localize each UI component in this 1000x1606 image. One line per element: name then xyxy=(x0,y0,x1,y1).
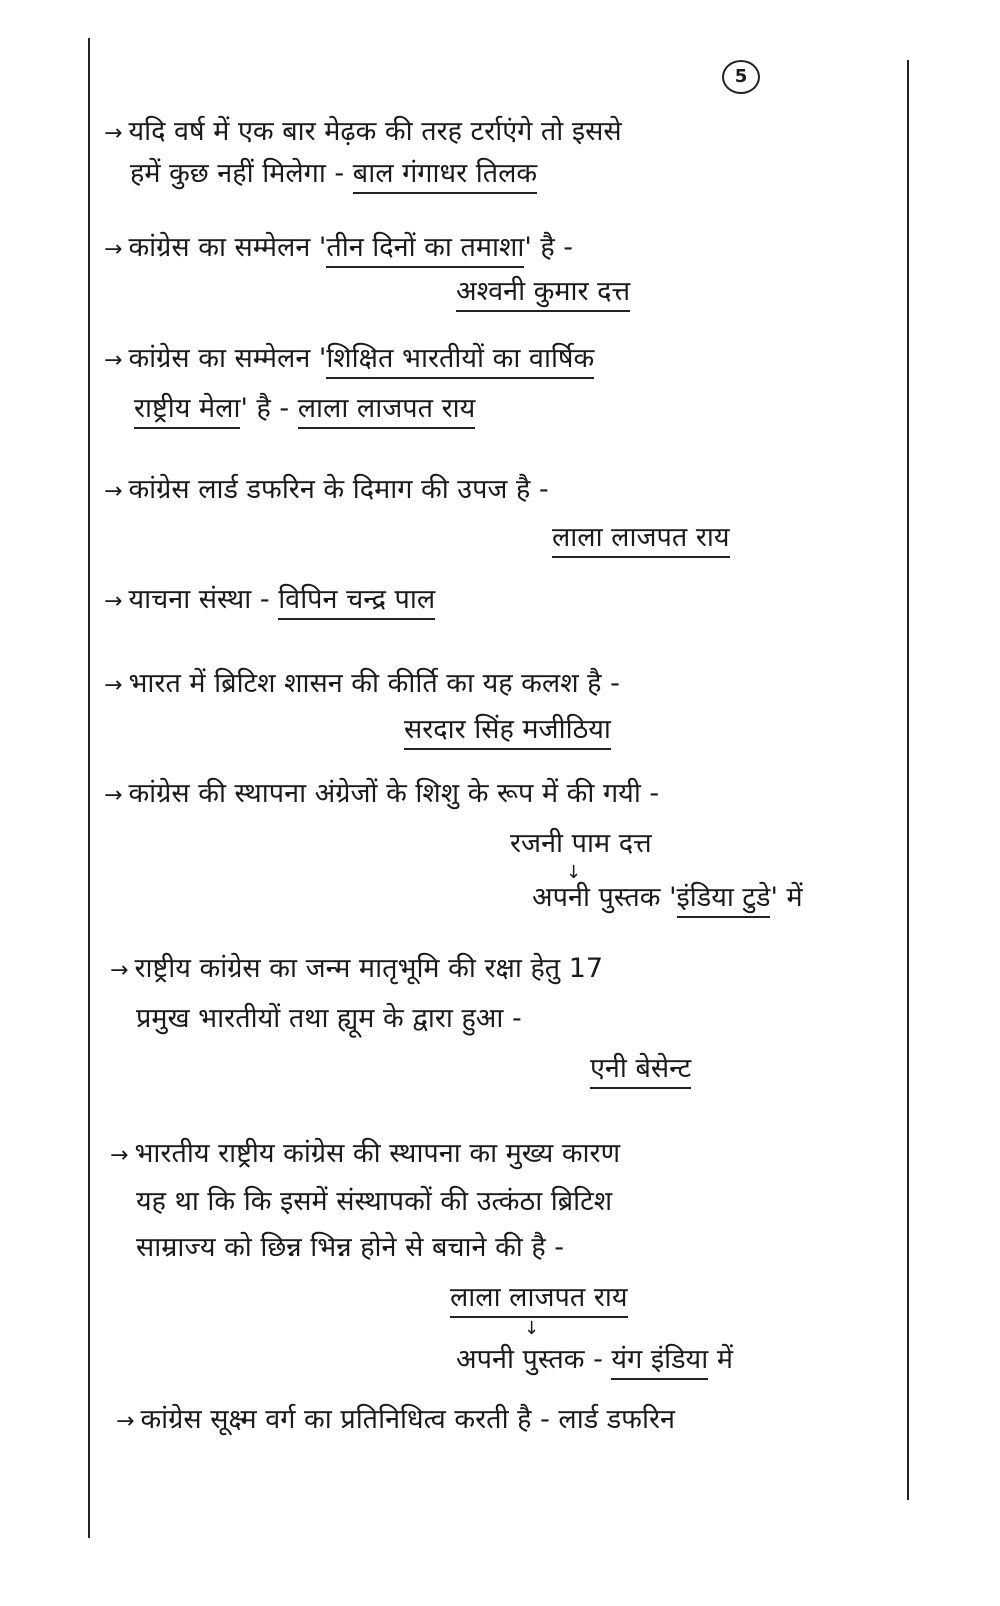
note-7-book-title: इंडिया टुडे xyxy=(677,882,771,918)
note-2-line-1: → कांग्रेस का सम्मेलन 'तीन दिनों का तमाशा' है - xyxy=(104,234,573,261)
note-3-line-1: → कांग्रेस का सम्मेलन 'शिक्षित भारतीयों का वार्षिक xyxy=(104,345,594,372)
arrow-icon: → xyxy=(104,348,123,373)
note-3-quote-part-2: राष्ट्रीय मेला xyxy=(134,393,240,429)
note-8-line-2: प्रमुख भारतीयों तथा ह्यूम के द्वारा हुआ - xyxy=(136,1003,522,1034)
down-arrow-icon: ↓ xyxy=(566,862,582,883)
note-2-attribution-line xyxy=(456,278,630,305)
arrow-icon: → xyxy=(104,673,123,698)
note-9-attribution: लाला लाजपत राय xyxy=(450,1282,628,1318)
note-4-attribution-line xyxy=(552,524,730,551)
arrow-icon: → xyxy=(104,783,123,808)
note-9-line-3: साम्राज्य को छिन्न भिन्न होने से बचाने की है - xyxy=(136,1232,565,1263)
note-8-attribution: एनी बेसेन्ट xyxy=(590,1053,691,1089)
arrow-icon: → xyxy=(104,121,123,146)
note-9-line-2: यह था कि कि इसमें संस्थापकों की उत्कंठा ब्रिटिश xyxy=(136,1186,613,1217)
note-2-attribution: अश्वनी कुमार दत्त xyxy=(456,276,630,312)
arrow-icon: → xyxy=(104,237,123,262)
note-3-line-2: राष्ट्रीय मेला' है - लाला लाजपत राय xyxy=(134,395,475,422)
note-3-quote-part-1: शिक्षित भारतीयों का वार्षिक xyxy=(326,343,594,379)
right-margin-line xyxy=(907,60,909,1500)
note-9-book-line: अपनी पुस्तक - यंग इंडिया में xyxy=(456,1346,733,1373)
arrow-icon: → xyxy=(110,1143,129,1168)
note-4-attribution: लाला लाजपत राय xyxy=(552,522,730,558)
note-5-line-1: → याचना संस्था - विपिन चन्द्र पाल xyxy=(104,586,435,613)
down-arrow-icon: ↓ xyxy=(524,1318,540,1339)
note-7-attribution-line xyxy=(510,830,652,857)
note-1-attribution: बाल गंगाधर तिलक xyxy=(353,158,537,194)
note-9-attribution-line xyxy=(450,1284,628,1311)
note-9-line-1: → भारतीय राष्ट्रीय कांग्रेस की स्थापना का मुख्य कारण xyxy=(110,1138,621,1169)
note-6-attribution-line xyxy=(404,716,611,743)
note-7-book-line: अपनी पुस्तक 'इंडिया टुडे' में xyxy=(532,884,803,911)
note-6-attribution: सरदार सिंह मजीठिया xyxy=(404,714,611,750)
note-9-book-title: यंग इंडिया xyxy=(611,1344,708,1380)
note-6-line-1: → भारत में ब्रिटिश शासन की कीर्ति का यह कलश है - xyxy=(104,668,620,699)
arrow-icon: → xyxy=(110,958,129,983)
note-8-line-1: → राष्ट्रीय कांग्रेस का जन्म मातृभूमि की रक्षा हेतु 17 xyxy=(110,953,604,984)
note-5-attribution: विपिन चन्द्र पाल xyxy=(278,584,435,620)
note-2-quote: तीन दिनों का तमाशा xyxy=(326,232,524,268)
note-10-line-1: → कांग्रेस सूक्ष्म वर्ग का प्रतिनिधित्व करती है - लार्ड डफरिन xyxy=(116,1404,676,1435)
note-8-attribution-line xyxy=(590,1055,691,1082)
note-3-attribution: लाला लाजपत राय xyxy=(298,393,476,429)
arrow-icon: → xyxy=(116,1409,135,1434)
arrow-icon: → xyxy=(104,589,123,614)
note-4-line-1: → कांग्रेस लार्ड डफरिन के दिमाग की उपज है - xyxy=(104,474,549,505)
note-10-attribution: लार्ड डफरिन xyxy=(558,1404,676,1435)
note-7-line-1: → कांग्रेस की स्थापना अंग्रेजों के शिशु के रूप में की गयी - xyxy=(104,778,660,809)
note-1-line-1: → यदि वर्ष में एक बार मेढ़क की तरह टर्राएंगे तो इससे xyxy=(104,116,622,147)
left-margin-line xyxy=(88,38,90,1538)
note-1-line-2: हमें कुछ नहीं मिलेगा - बाल गंगाधर तिलक xyxy=(130,160,537,187)
note-7-attribution: रजनी पाम दत्त xyxy=(510,828,652,859)
arrow-icon: → xyxy=(104,479,123,504)
page-number: 5 xyxy=(722,60,760,94)
